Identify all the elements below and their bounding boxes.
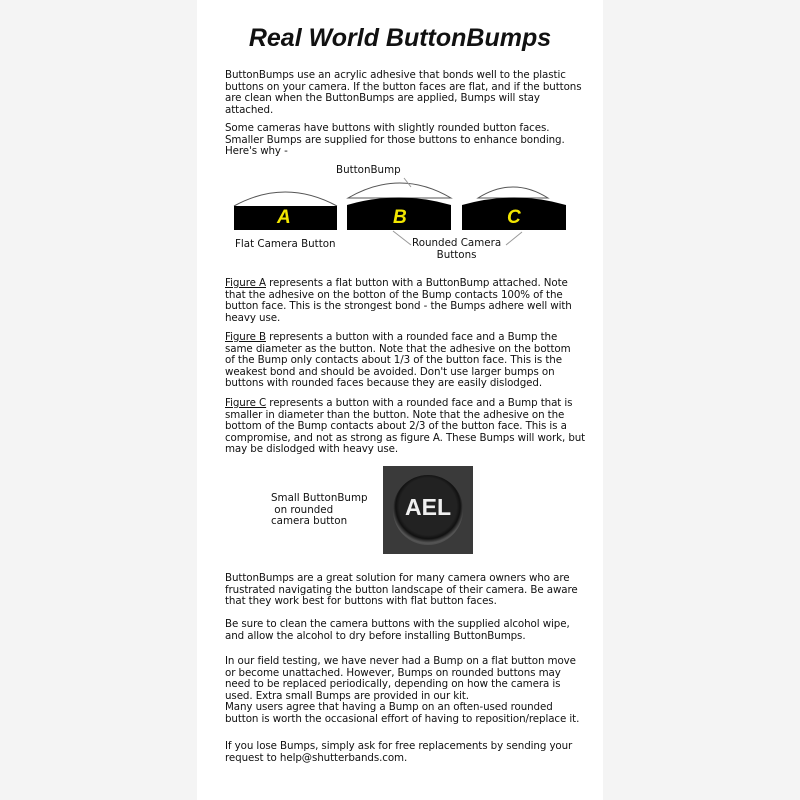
figure-a-link: Figure A [225, 277, 266, 289]
text-line: buttons on your camera. If the button faces are flat, and if the buttons [225, 80, 582, 93]
text-line: ButtonBumps use an acrylic adhesive that bonds well to the plastic [225, 69, 566, 81]
text-line: Buttons [436, 248, 477, 261]
figure-b-link: Figure B [225, 331, 266, 343]
bump-a [234, 192, 337, 206]
text-line: that the adhesive on the botton of the Bump contacts 100% of the [225, 288, 563, 301]
text-line: Many users agree that having a Bump on an often-used rounded [225, 701, 553, 713]
text-line: Rounded Camera [412, 237, 502, 249]
text-line: heavy use. [225, 311, 281, 324]
figure-c-paragraph [225, 398, 595, 456]
text-line: may be dislodged with heavy use. [225, 443, 399, 456]
text-line: represents a button with a rounded face and a Bump the [265, 331, 558, 343]
rounded-button-label [412, 238, 501, 261]
text-line: camera button [271, 515, 348, 528]
text-line: buttons with rounded faces because they are easily dislodged. [225, 377, 542, 390]
text-line: or become unattached. However, Bumps on rounded buttons may [225, 666, 561, 679]
photo-caption [271, 493, 368, 528]
bump-c [478, 187, 548, 198]
paragraph-2 [225, 619, 595, 642]
label-c: C [507, 207, 521, 228]
text-line: frustrated navigating the button landscape of their camera. Be aware [225, 583, 578, 596]
text-line: on rounded [271, 503, 334, 516]
label-a: A [277, 207, 291, 228]
leader-line-b [393, 231, 411, 245]
text-line: smaller in diameter than the button. Note that the adhesive on the [225, 408, 565, 421]
page-title: Real World ButtonBumps [248, 24, 552, 52]
text-line: are clean when the ButtonBumps are applied, Bumps will stay [225, 92, 540, 105]
text-line: attached. [225, 103, 274, 116]
text-line: same diameter as the button. Note that the adhesive on the bottom [225, 342, 571, 355]
text-line: represents a button with a rounded face and a Bump that is [266, 397, 573, 409]
text-line: button is worth the occasional effort of having to reposition/replace it. [225, 712, 580, 725]
text-line: represents a flat button with a ButtonBump attached. Note [265, 277, 568, 289]
text-line: Some cameras have buttons with slightly rounded button faces. [225, 122, 550, 134]
bump-label: ButtonBump [336, 164, 401, 176]
paragraph-4 [225, 702, 595, 725]
paragraph-5 [225, 741, 595, 764]
bump-b [348, 183, 451, 198]
text-line: request to help@shutterbands.com. [225, 751, 408, 764]
text-line: weakest bond and should be avoided. Don't use larger bumps on [225, 365, 555, 378]
text-line: In our field testing, we have never had a Bump on a flat button move [225, 655, 576, 667]
text-line: bottom of the Bump contacts about 2/3 of the button face. This is a [225, 420, 567, 433]
text-line: Be sure to clean the camera buttons with the supplied alcohol wipe, [225, 618, 570, 630]
figure-c-link: Figure C [225, 397, 267, 409]
text-line: compromise, and not as strong as figure A. These Bumps will work, but [225, 431, 586, 444]
text-line: need to be replaced periodically, depending on how the camera is [225, 678, 561, 691]
figure-a-paragraph [225, 278, 595, 324]
ael-label: AEL [405, 494, 451, 520]
text-line: of the Bump only contacts about 1/3 of the button face. This is the [225, 354, 562, 367]
text-line: and allow the alcohol to dry before installing ButtonBumps. [225, 629, 526, 642]
paragraph-1 [225, 573, 595, 608]
label-b: B [393, 207, 407, 228]
text-line: button face. This is the strongest bond - the Bumps adhere well with [225, 300, 572, 313]
text-line: ButtonBumps are a great solution for many camera owners who are [225, 572, 570, 584]
text-line: that they work best for buttons with flat button faces. [225, 595, 497, 608]
leader-line-c [506, 232, 522, 245]
text-line: used. Extra small Bumps are provided in our kit. [225, 689, 469, 702]
flat-button-label: Flat Camera Button [235, 238, 336, 250]
text-line: If you lose Bumps, simply ask for free replacements by sending your [225, 740, 573, 752]
camera-button-photo [383, 466, 473, 554]
text-line: Small ButtonBump [271, 492, 368, 504]
text-line: Smaller Bumps are supplied for those buttons to enhance bonding. [225, 133, 565, 146]
figure-b-paragraph [225, 332, 595, 390]
paragraph-3 [225, 656, 595, 702]
text-line: Here's why - [225, 145, 288, 158]
